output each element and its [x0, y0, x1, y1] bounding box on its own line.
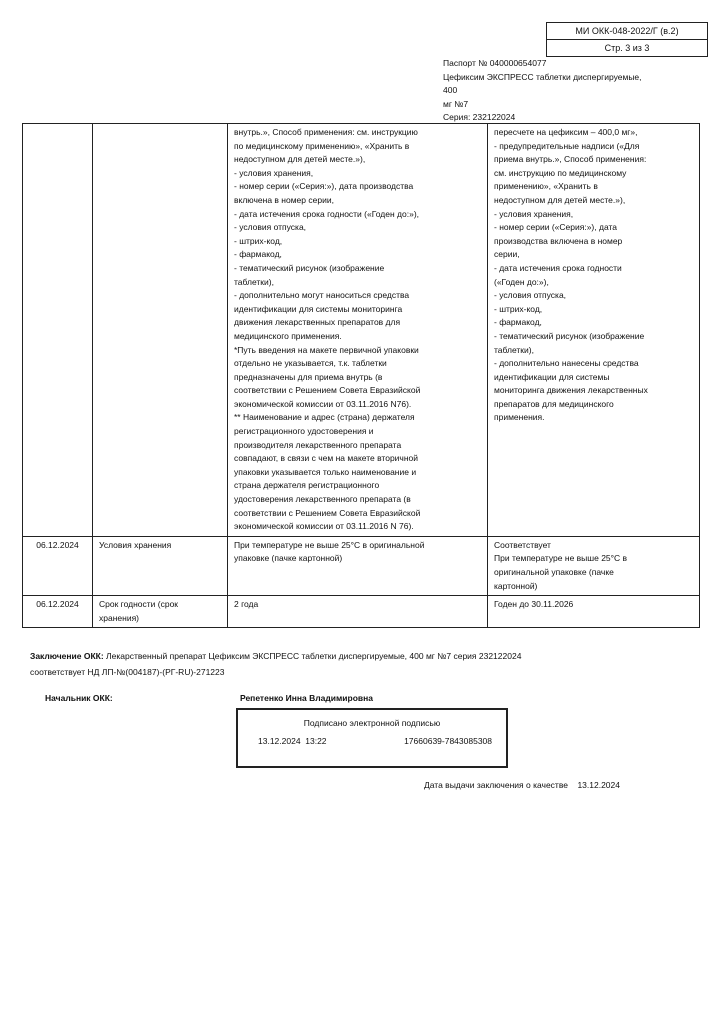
line: Годен до 30.11.2026 — [494, 599, 574, 610]
page-number: Стр. 3 из 3 — [604, 43, 650, 53]
line: применения. — [494, 412, 545, 423]
head-name: Репетенко Инна Владимировна — [240, 693, 373, 703]
line: При температуре не выше 25°С в — [494, 553, 628, 564]
conclusion-label: Заключение ОКК: — [30, 651, 104, 661]
line: - фармакод, — [494, 317, 542, 328]
line: - дата истечения срока годности («Годен до:»), — [234, 208, 420, 219]
row1-date — [23, 124, 93, 537]
batch-number: Серия: 232122024 — [443, 112, 516, 123]
row3-result — [488, 596, 700, 628]
row2-result — [488, 536, 700, 595]
line: отдельно не указывается, т.к. таблетки — [234, 358, 387, 369]
electronic-signature-stamp — [236, 708, 508, 768]
line: - дата истечения срока годности — [494, 262, 622, 273]
line: таблетки), — [234, 276, 274, 287]
line: хранения) — [99, 612, 140, 623]
line: серии, — [494, 249, 520, 260]
line: оригинальной упаковке (пачке — [494, 567, 614, 577]
line: При температуре не выше 25°С в оригинальной — [234, 539, 425, 550]
line: ** Наименование и адрес (страна) держателя — [234, 412, 415, 423]
line: производства включена в номер — [494, 235, 623, 246]
head-label: Начальник ОКК: — [45, 693, 113, 703]
row3-requirement — [228, 596, 488, 628]
line: производителя лекарственного препарата — [234, 439, 402, 450]
line: медицинского применения. — [234, 330, 342, 341]
issue-date — [424, 780, 620, 790]
line: - дополнительно нанесены средства — [494, 358, 639, 369]
line: - условия хранения, — [234, 167, 314, 178]
signature-datetime: 13.12.2024 13:22 — [258, 736, 327, 746]
line: 2 года — [234, 599, 259, 610]
line: недоступном для детей месте.»), — [234, 154, 366, 165]
signature-certificate-id: 17660639-7843085308 — [404, 736, 492, 746]
table-row — [23, 124, 700, 537]
row2-date: 06.12.2024 — [23, 536, 93, 595]
line: *Путь введения на макете первичной упаковки — [234, 344, 419, 355]
row2-requirement — [228, 536, 488, 595]
conclusion-text: Лекарственный препарат Цефиксим ЭКСПРЕСС таблетки диспергируемые, 400 мг №7 серия 232122024 — [103, 651, 522, 661]
line: экономической комиссии от 03.11.2016 N 76). — [234, 521, 414, 532]
line: регистрационного удостоверения и — [234, 426, 374, 437]
line: приема внутрь.», Способ применения: — [494, 154, 647, 165]
line: - тематический рисунок (изображение — [494, 330, 645, 341]
product-name-line1: Цефиксим ЭКСПРЕСС таблетки диспергируемые, 400 — [443, 71, 642, 96]
line: - тематический рисунок (изображение — [234, 262, 385, 273]
row3-name — [93, 596, 228, 628]
row2-name: Условия хранения — [93, 536, 228, 595]
quality-test-table — [22, 123, 700, 628]
passport-number: Паспорт № 040000654077 — [443, 58, 547, 68]
line: упаковки указывается только наименование и — [234, 466, 417, 477]
issue-date-value: 13.12.2024 — [577, 780, 620, 790]
passport-info — [443, 57, 653, 125]
line: страна держателя регистрационного — [234, 480, 380, 491]
line: экономической комиссии от 03.11.2016 N76). — [234, 398, 412, 409]
line: - дополнительно могут наноситься средства — [234, 290, 410, 301]
row3-date: 06.12.2024 — [23, 596, 93, 628]
line: мониторинга движения лекарственных — [494, 385, 648, 396]
line: совпадают, в связи с чем на макете вторичной — [234, 453, 419, 464]
row1-result — [488, 124, 700, 537]
line: - фармакод, — [234, 249, 282, 260]
issue-date-label: Дата выдачи заключения о качестве — [424, 780, 568, 790]
line: - штрих-код, — [494, 303, 543, 314]
line: - условия хранения, — [494, 208, 574, 219]
line: - штрих-код, — [234, 235, 283, 246]
line: движения лекарственных препаратов для — [234, 317, 401, 328]
conclusion — [30, 648, 690, 680]
line: упаковке (пачке картонной) — [234, 553, 343, 564]
table-row — [23, 596, 700, 628]
line: внутрь.», Способ применения: см. инструкцию — [234, 127, 418, 137]
line: пересчете на цефиксим – 400,0 мг», — [494, 127, 638, 137]
document-code-box — [546, 22, 708, 57]
conclusion-line2: соответствует НД ЛП-№(004187)-(РГ-RU)-271223 — [30, 667, 225, 677]
line: соответствии с Решением Совета Евразийской — [234, 507, 421, 518]
line: идентификации для системы мониторинга — [234, 303, 403, 314]
line: предназначены для приема внутрь (в — [234, 371, 383, 382]
line: недоступном для детей месте.»), — [494, 194, 626, 205]
product-name-line2: мг №7 — [443, 98, 469, 109]
line: идентификации для системы — [494, 371, 610, 382]
line: препаратов для медицинского — [494, 398, 614, 409]
line: - номер серии («Серия:»), дата производства — [234, 181, 414, 192]
line: - номер серии («Серия:»), дата — [494, 222, 618, 233]
line: («Годен до:»), — [494, 276, 549, 287]
row1-name — [93, 124, 228, 537]
line: - предупредительные надписи («Для — [494, 140, 640, 151]
line: Срок годности (срок — [99, 599, 179, 610]
conclusion-line1 — [30, 648, 690, 664]
document-code: МИ ОКК-048-2022/Г (в.2) — [547, 23, 707, 40]
line: применению», «Хранить в — [494, 181, 598, 192]
row1-requirement — [228, 124, 488, 537]
line: картонной) — [494, 580, 538, 591]
line: - условия отпуска, — [494, 290, 567, 301]
line: включена в номер серии, — [234, 194, 334, 205]
line: удостоверения лекарственного препарата (в — [234, 494, 411, 505]
line: Соответствует — [494, 539, 551, 550]
line: соответствии с Решением Совета Евразийской — [234, 385, 421, 396]
signature-title: Подписано электронной подписью — [303, 718, 441, 728]
line: таблетки), — [494, 344, 534, 355]
line: см. инструкцию по медицинскому — [494, 167, 627, 178]
table-row — [23, 536, 700, 595]
line: - условия отпуска, — [234, 222, 307, 233]
line: по медицинскому применению», «Хранить в — [234, 140, 410, 151]
